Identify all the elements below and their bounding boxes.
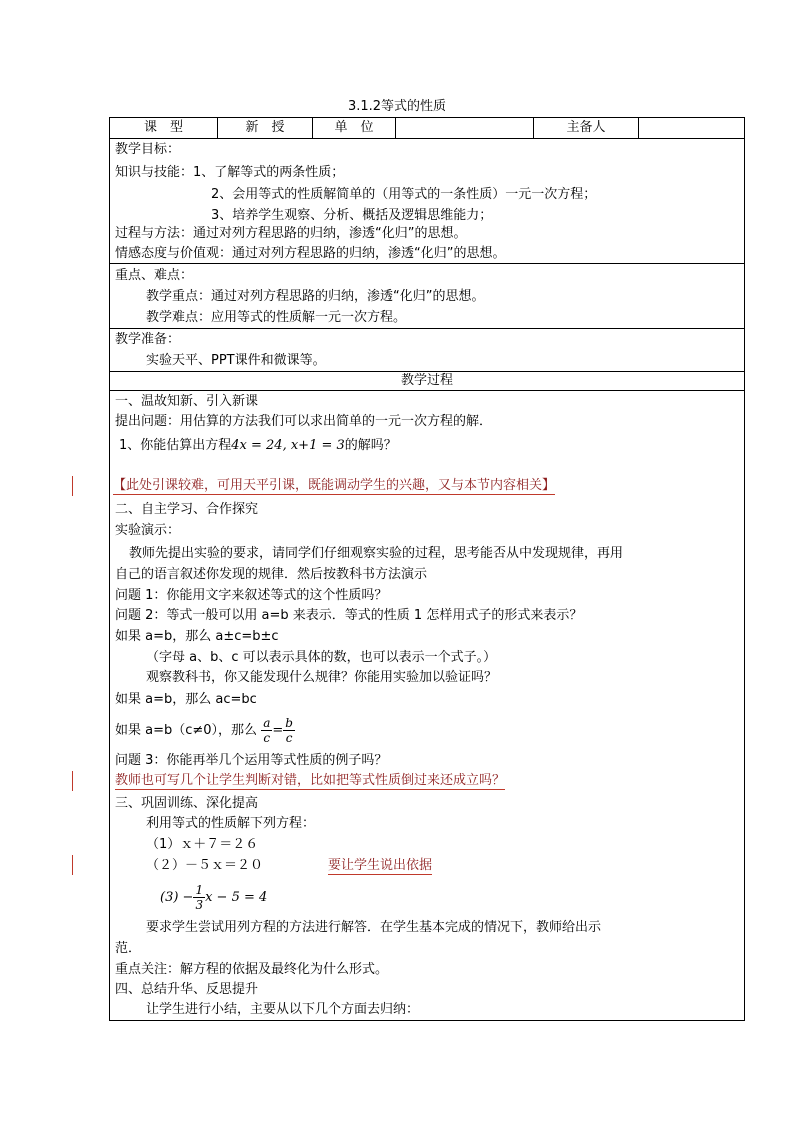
- section2-demo: 实验演示：: [115, 523, 181, 538]
- rule3-prefix: 如果 a=b（c≠0），那么: [115, 723, 258, 738]
- section1-q1: [119, 437, 397, 455]
- section3-eq2: （２）－５ｘ＝２０: [146, 858, 264, 873]
- type-label: 课 型: [143, 120, 183, 135]
- section1-question: 提出问题：用估算的方法我们可以求出简单的一元一次方程的解．: [115, 414, 493, 429]
- row-divider: [109, 263, 745, 264]
- row-divider: [109, 328, 745, 329]
- fraction-b-over-c: [283, 716, 295, 745]
- frac-denominator: c: [285, 731, 293, 745]
- section2-observe: 观察教科书，你又能发现什么规律？你能用实验加以验证吗？: [146, 670, 498, 685]
- goal-knowledge: 知识与技能：1、了解等式的两条性质；: [115, 165, 345, 180]
- process-title: 教学过程: [400, 373, 453, 388]
- fraction-a-over-c: [261, 716, 272, 745]
- section4-intro: 让学生进行小结，主要从以下几个方面去归纳：: [146, 1002, 420, 1017]
- goal-knowledge-2: 2、会用等式的性质解简单的（用等式的一条性质）一元一次方程；: [211, 187, 597, 202]
- frac-denominator: c: [263, 731, 271, 745]
- lead-value: [639, 118, 744, 138]
- section2-heading: 二、自主学习、合作探究: [115, 502, 259, 517]
- section2-problem3: 问题 3：你能再举几个运用等式性质的例子吗？: [115, 753, 388, 768]
- section3-heading: 三、巩固训练、深化提高: [115, 796, 259, 811]
- section2-para2: 自己的语言叙述你发现的规律．然后按教科书方法演示: [115, 567, 428, 582]
- section2-rule2: 如果 a=b，那么 ac=bc: [115, 692, 257, 707]
- fraction-one-third: [193, 883, 205, 912]
- section2-note-text: 教师也可写几个让学生判断对错，比如把等式性质倒过来还成立吗？: [115, 773, 506, 788]
- section3-focus: 重点关注：解方程的依据及最终化为什么形式。: [115, 962, 389, 977]
- goal-process: 过程与方法：通过对列方程思路的归纳，渗透“化归”的思想。: [115, 226, 467, 241]
- eq3-prefix: (3) −: [160, 890, 194, 905]
- row-divider: [109, 138, 745, 139]
- section2-problem1: 问题 1：你能用文字来叙述等式的这个性质吗？: [115, 588, 388, 603]
- frac-numerator: b: [285, 716, 293, 730]
- revision-mark: [72, 855, 73, 875]
- section3-intro: 利用等式的性质解下列方程：: [146, 816, 316, 831]
- frac-denominator: 3: [195, 898, 204, 912]
- frac-numerator: 1: [195, 883, 204, 897]
- q1-equations: 4x = 24, x+1 = 3: [231, 438, 345, 453]
- eq3-suffix: x − 5 = 4: [205, 890, 268, 905]
- section1-note-text: 【此处引课较难，可用天平引课，既能调动学生的兴趣，又与本节内容相关】: [113, 478, 556, 493]
- section3-para2: 范．: [115, 941, 142, 956]
- key-point: 教学重点：通过对列方程思路的归纳，渗透“化归”的思想。: [146, 289, 485, 304]
- q1-suffix: 的解吗？: [344, 438, 397, 453]
- section2-problem2: 问题 2：等式一般可以用 a=b 来表示．等式的性质 1 怎样用式子的形式来表示？: [115, 608, 583, 623]
- revision-mark: [72, 771, 73, 791]
- section2-rule1: 如果 a=b，那么 a±c=b±c: [115, 629, 279, 644]
- section3-note: [328, 857, 432, 875]
- revision-mark: [72, 476, 73, 496]
- row-divider: [109, 390, 745, 391]
- section2-rule3: 如果 a=b（c≠0），那么 $\frac{a}{c}$ = $\frac{b}{c}$: [115, 716, 293, 745]
- goal-knowledge-3: 3、培养学生观察、分析、概括及逻辑思维能力；: [211, 208, 493, 223]
- goal-emotion: 情感态度与价值观：通过对列方程思路的归纳，渗透“化归”的思想。: [115, 246, 506, 261]
- unit-label: 单 位: [334, 120, 374, 135]
- section1-note: [113, 477, 555, 495]
- section1-heading: 一、温故知新、引入新课: [115, 394, 259, 409]
- unit-value: [396, 118, 533, 138]
- section2-note: [115, 772, 505, 790]
- section2-para1: 教师先提出实验的要求，请同学们仔细观察实验的过程，思考能否从中发现规律，再用: [129, 546, 624, 561]
- section3-eq3: [160, 880, 267, 916]
- type-value: 新 授: [245, 120, 285, 135]
- goals-heading: 教学目标：: [115, 142, 181, 157]
- section3-para1: 要求学生尝试用列方程的方法进行解答．在学生基本完成的情况下，教师给出示: [146, 920, 602, 935]
- section4-heading: 四、总结升华、反思提升: [115, 982, 259, 997]
- section3-note-text: 要让学生说出依据: [328, 858, 433, 873]
- section2-paren: （字母 a、b、c 可以表示具体的数，也可以表示一个式子。）: [146, 650, 497, 665]
- page-title: 3.1.2等式的性质: [347, 99, 447, 114]
- frac-numerator: a: [263, 716, 271, 730]
- difficult-point: 教学难点：应用等式的性质解一元一次方程。: [146, 310, 407, 325]
- keypoints-heading: 重点、难点：: [115, 268, 194, 283]
- prep-heading: 教学准备：: [115, 332, 181, 347]
- section3-eq1: （1）ｘ＋７＝２６: [146, 837, 259, 852]
- q1-prefix: 1、你能估算出方程: [119, 438, 232, 453]
- prep-items: 实验天平、PPT课件和微课等。: [146, 353, 326, 368]
- lead-label: 主备人: [566, 120, 606, 135]
